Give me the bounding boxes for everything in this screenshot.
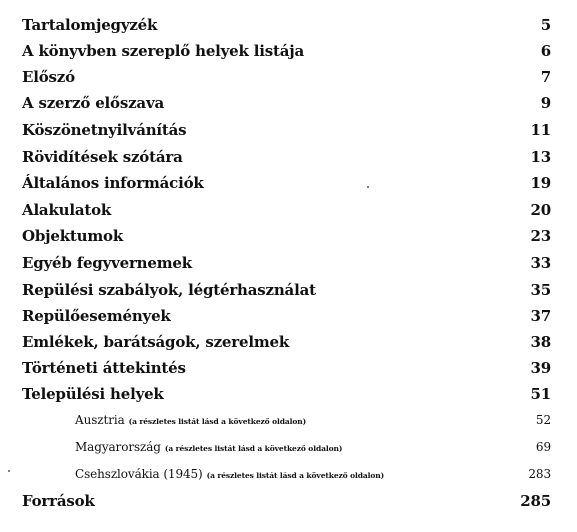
toc-subentry bbox=[75, 467, 551, 487]
toc-entry-page: 19 bbox=[530, 174, 551, 192]
toc-entry-page: 37 bbox=[530, 307, 551, 325]
toc-subentry-note: (a részletes listát lásd a következő oldalon) bbox=[206, 471, 385, 480]
toc-entry-page: 285 bbox=[520, 492, 551, 510]
toc-entry-title: A könyvben szereplő helyek listája bbox=[22, 42, 304, 60]
toc-entry bbox=[22, 227, 551, 249]
toc-entry bbox=[22, 492, 551, 514]
toc-subentry-page: 52 bbox=[535, 413, 551, 427]
toc-entry-title: Emlékek, barátságok, szerelmek bbox=[22, 333, 290, 351]
toc-entry-title: Források bbox=[22, 492, 95, 510]
toc-entry-page: 9 bbox=[540, 94, 551, 112]
toc-subentry-page: 69 bbox=[535, 440, 551, 454]
toc-entry bbox=[22, 16, 551, 38]
toc-entry-page: 13 bbox=[530, 148, 551, 166]
toc-entry-title: Repülési szabályok, légtérhasználat bbox=[22, 281, 316, 299]
toc-entry-title: Köszönetnyilvánítás bbox=[22, 121, 187, 139]
toc-entry-title: Objektumok bbox=[22, 227, 124, 245]
toc-entry bbox=[22, 94, 551, 116]
toc-entry-page: 39 bbox=[530, 359, 551, 377]
toc-entry-title: Települési helyek bbox=[22, 385, 164, 403]
toc-entry bbox=[22, 148, 551, 170]
toc-entry-title: A szerző előszava bbox=[22, 94, 164, 112]
toc-entry bbox=[22, 68, 551, 90]
toc-subentry bbox=[75, 440, 551, 460]
toc-entry-title: Rövidítések szótára bbox=[22, 148, 183, 166]
toc-subentry bbox=[75, 413, 551, 433]
toc-entry-page: 6 bbox=[540, 42, 551, 60]
toc-entry-page: 5 bbox=[540, 16, 551, 34]
toc-entry bbox=[22, 201, 551, 223]
toc-entry-page: 7 bbox=[540, 68, 551, 86]
toc-entry-title: Repülőesemények bbox=[22, 307, 171, 325]
toc-entry-title: Egyéb fegyvernemek bbox=[22, 254, 192, 272]
toc-subentry-note: (a részletes listát lásd a következő oldalon) bbox=[164, 444, 343, 453]
toc-entry bbox=[22, 121, 551, 143]
toc-entry-page: 23 bbox=[530, 227, 551, 245]
toc-entry bbox=[22, 42, 551, 64]
toc-subentry-title: Csehszlovákia (1945) bbox=[75, 467, 203, 481]
toc-subentry-note: (a részletes listát lásd a következő oldalon) bbox=[128, 417, 307, 426]
toc-entry bbox=[22, 307, 551, 329]
scan-speck bbox=[8, 470, 10, 472]
toc-entry bbox=[22, 359, 551, 381]
toc-entry bbox=[22, 281, 551, 303]
toc-subentry-title: Magyarország bbox=[75, 440, 161, 454]
toc-entry-page: 35 bbox=[530, 281, 551, 299]
toc-entry-title: Általános információk bbox=[22, 174, 204, 192]
toc-entry bbox=[22, 254, 551, 276]
toc-entry bbox=[22, 385, 551, 407]
toc-entry bbox=[22, 174, 551, 196]
toc-entry-title: Alakulatok bbox=[22, 201, 112, 219]
toc-entry-page: 33 bbox=[530, 254, 551, 272]
toc-entry bbox=[22, 333, 551, 355]
toc-entry-page: 11 bbox=[530, 121, 551, 139]
toc-entry-title: Történeti áttekintés bbox=[22, 359, 186, 377]
toc-subentry-title: Ausztria bbox=[75, 413, 125, 427]
toc-entry-page: 38 bbox=[530, 333, 551, 351]
scan-speck bbox=[367, 186, 369, 188]
toc-entry-page: 20 bbox=[530, 201, 551, 219]
toc-entry-title: Előszó bbox=[22, 68, 75, 86]
toc-entry-title: Tartalomjegyzék bbox=[22, 16, 158, 34]
toc-entry-page: 51 bbox=[530, 385, 551, 403]
toc-subentry-page: 283 bbox=[528, 467, 551, 481]
